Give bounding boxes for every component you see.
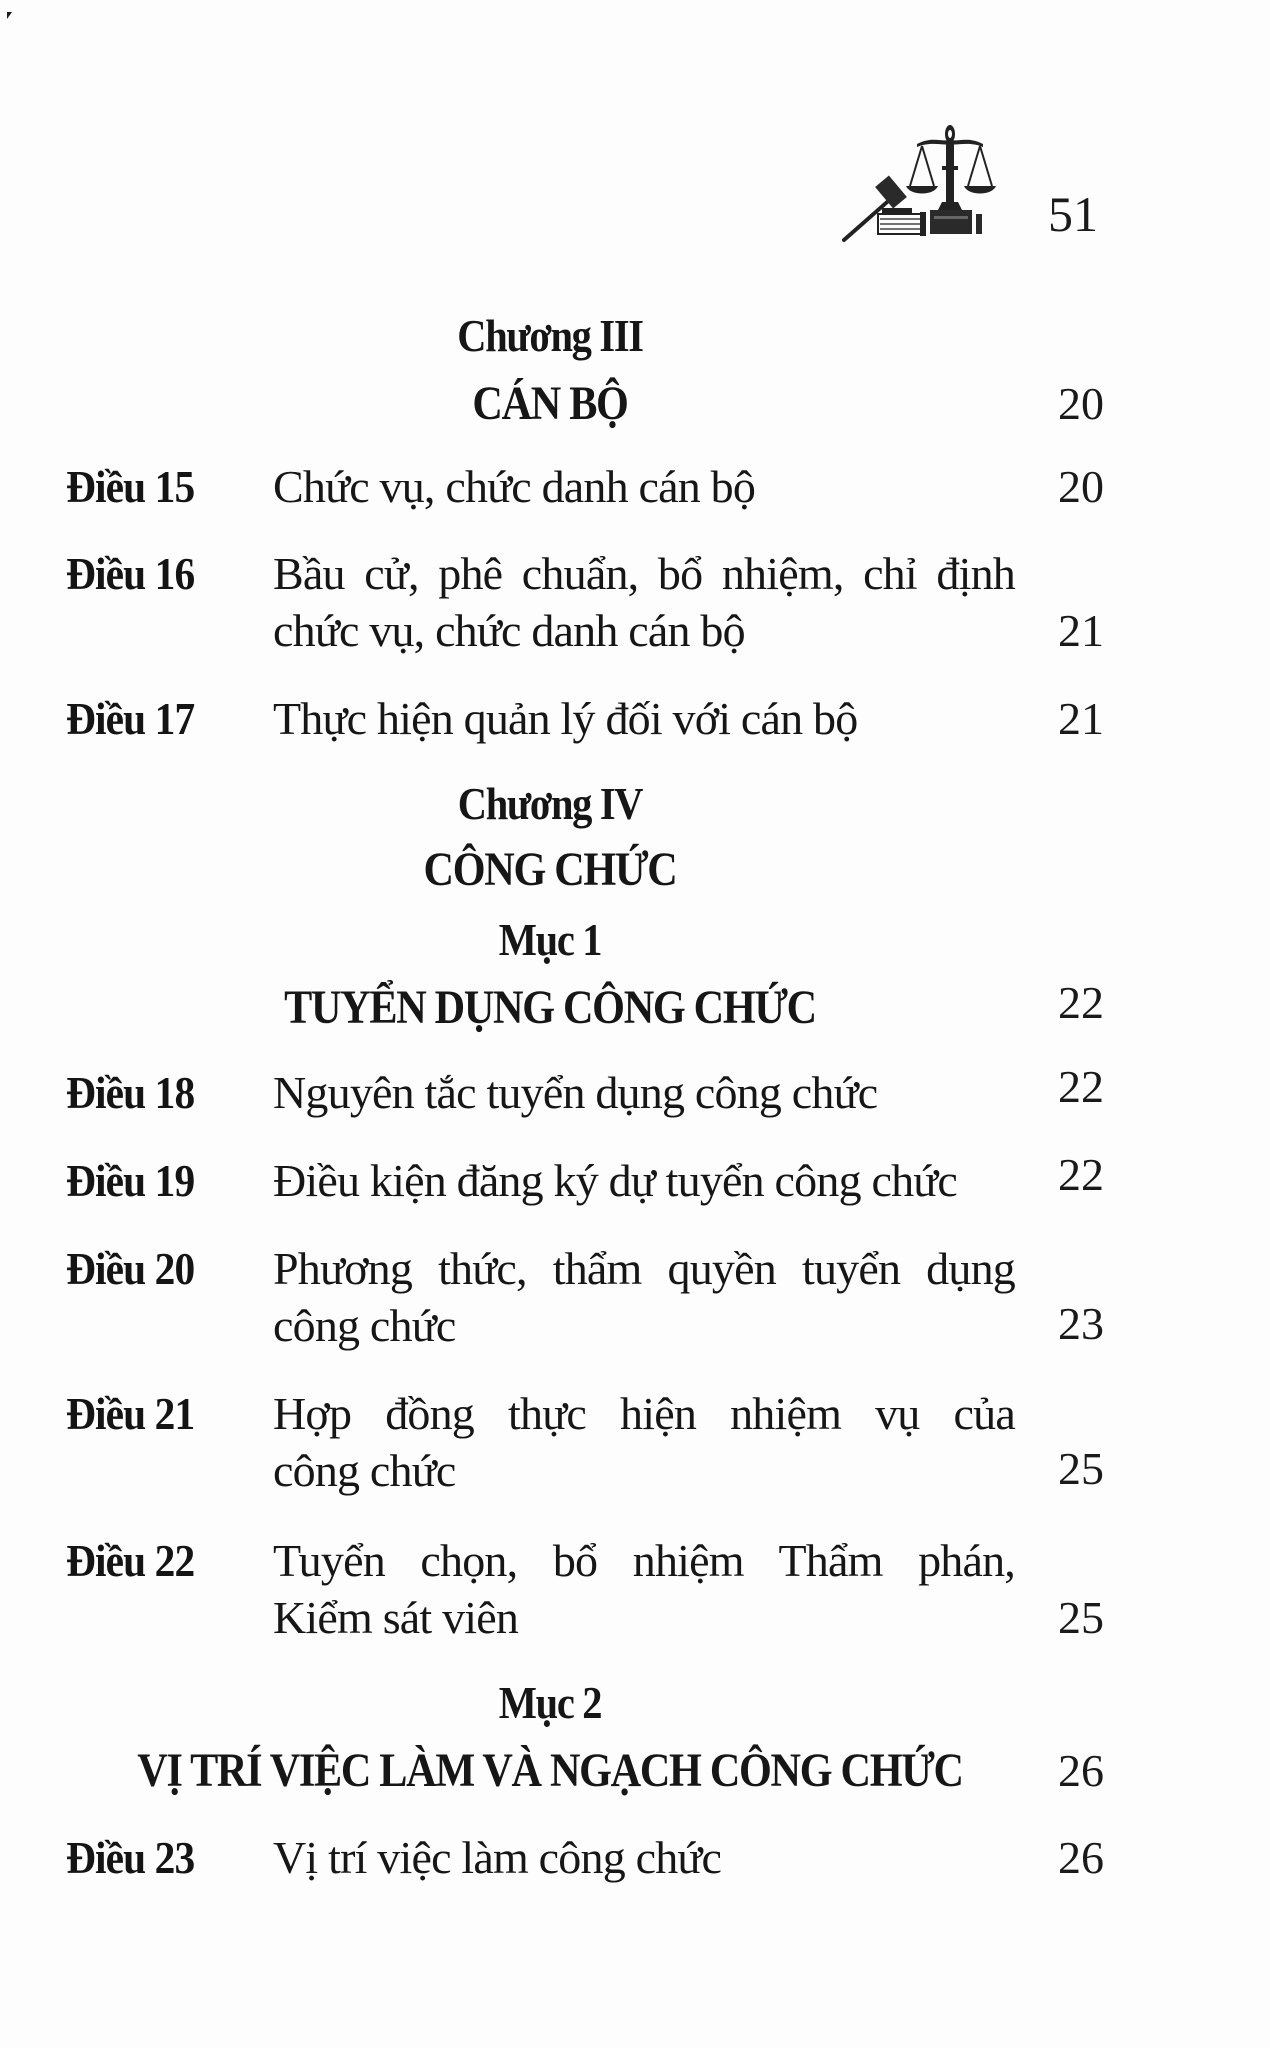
article-title-line: Nguyên tắc tuyển dụng công chức <box>273 1067 878 1118</box>
article-title-line: chức vụ, chức danh cán bộ <box>273 605 745 656</box>
article-title <box>273 1152 1015 1209</box>
chapter-3-page: 20 <box>1058 378 1104 429</box>
page-header <box>0 0 1270 260</box>
section-2-title: VỊ TRÍ VIỆC LÀM VÀ NGẠCH CÔNG CHỨC <box>137 1744 963 1797</box>
article-title-line: công chức <box>273 1300 456 1351</box>
section-2-label: Mục 2 <box>498 1677 602 1728</box>
article-page: 26 <box>1058 1832 1104 1883</box>
article-title-line: công chức <box>273 1445 456 1496</box>
article-page: 20 <box>1058 461 1104 512</box>
article-label: Điều 22 <box>66 1535 195 1586</box>
article-label: Điều 17 <box>66 693 195 744</box>
article-page: 22 <box>1058 1061 1104 1112</box>
article-label: Điều 18 <box>66 1067 195 1118</box>
article-label: Điều 19 <box>66 1155 195 1206</box>
article-page: 21 <box>1058 605 1104 656</box>
article-page: 21 <box>1058 693 1104 744</box>
section-1-label: Mục 1 <box>498 914 602 965</box>
article-label: Điều 20 <box>66 1243 195 1294</box>
article-label: Điều 15 <box>66 461 195 512</box>
section-1-page: 22 <box>1058 977 1104 1028</box>
article-title-line: Bầu cử, phê chuẩn, bổ nhiệm, chỉ định <box>273 548 1015 599</box>
article-page: 23 <box>1058 1298 1104 1349</box>
article-title <box>273 1385 1015 1499</box>
article-title-line: Hợp đồng thực hiện nhiệm vụ của <box>273 1388 1015 1439</box>
section-2-page: 26 <box>1058 1745 1104 1796</box>
article-title-line: Phương thức, thẩm quyền tuyển dụng <box>273 1243 1015 1294</box>
article-label: Điều 21 <box>66 1388 195 1439</box>
page-number: 51 <box>1048 186 1098 242</box>
chapter-4-label: Chương IV <box>457 778 643 829</box>
chapter-3-label: Chương III <box>457 310 643 361</box>
article-title <box>273 545 1015 659</box>
article-title <box>273 458 1015 515</box>
article-title-line: Tuyển chọn, bổ nhiệm Thẩm phán, <box>273 1535 1015 1586</box>
article-title-line: Kiểm sát viên <box>273 1592 519 1643</box>
article-title-line: Vị trí việc làm công chức <box>273 1832 722 1883</box>
article-title-line: Thực hiện quản lý đối với cán bộ <box>273 693 858 744</box>
chapter-3-title: CÁN BỘ <box>472 377 628 430</box>
chapter-4-title: CÔNG CHỨC <box>423 843 677 896</box>
article-page: 25 <box>1058 1443 1104 1494</box>
article-title <box>273 690 1015 747</box>
article-title <box>273 1829 1015 1886</box>
article-title <box>273 1064 1015 1121</box>
scales-of-justice-gavel-icon <box>842 122 1024 244</box>
article-title <box>273 1240 1015 1354</box>
article-title-line: Điều kiện đăng ký dự tuyển công chức <box>273 1155 958 1206</box>
section-1-title: TUYỂN DỤNG CÔNG CHỨC <box>284 981 816 1034</box>
article-label: Điều 16 <box>66 548 195 599</box>
article-title <box>273 1532 1015 1646</box>
article-label: Điều 23 <box>66 1832 195 1883</box>
article-title-line: Chức vụ, chức danh cán bộ <box>273 461 756 512</box>
article-page: 25 <box>1058 1592 1104 1643</box>
article-page: 22 <box>1058 1149 1104 1200</box>
